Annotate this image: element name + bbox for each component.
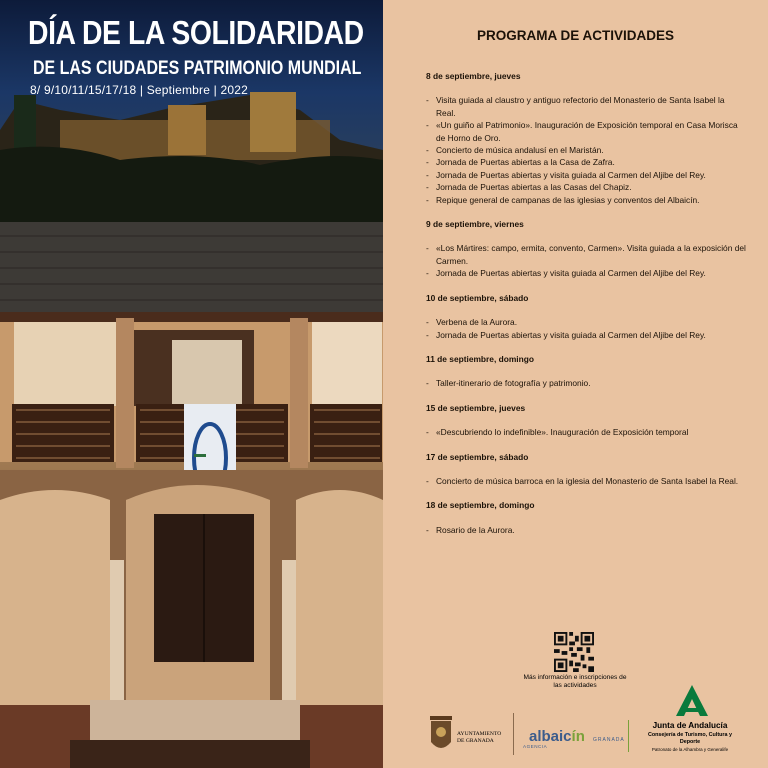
qr-caption: Más información e inscripciones de las actividades bbox=[523, 674, 627, 689]
day-date: 10 de septiembre, sábado bbox=[426, 292, 529, 303]
agenda-item: - Concierto de música barroca en la iglesia del Monasterio de Santa Isabel la Real. bbox=[426, 475, 746, 487]
agenda-item: - Visita guiada al claustro y antiguo refectorio del Monasterio de Santa Isabel la Real. bbox=[426, 94, 746, 119]
agenda-item: - «Descubriendo lo indefinible». Inauguración de Exposición temporal bbox=[426, 426, 746, 438]
agenda-item: - Jornada de Puertas abiertas a la Casa de Zafra. bbox=[426, 156, 746, 168]
albaicin-logo-b: ín bbox=[571, 728, 585, 745]
program-agenda bbox=[426, 70, 746, 548]
agenda-item: - Repique general de campanas de las iglesias y conventos del Albaicín. bbox=[426, 194, 746, 206]
albaicin-granada: GRANADA bbox=[593, 737, 625, 743]
day-date: 8 de septiembre, jueves bbox=[426, 71, 521, 81]
junta-patronato: Patronato de la Alhambra y Generalife bbox=[651, 747, 729, 752]
ayuntamiento-name: AYUNTAMIENTO DE GRANADA bbox=[457, 731, 502, 744]
agenda-item: - «Los Mártires: campo, ermita, convento, Carmen». Visita guiada a la exposición del Carmen. bbox=[426, 242, 746, 267]
agenda-item: - Jornada de Puertas abiertas y visita guiada al Carmen del Aljibe del Rey. bbox=[426, 169, 746, 181]
agenda-item: - «Un guiño al Patrimonio». Inauguración de Exposición temporal en Casa Morisca de Horno de Oro. bbox=[426, 119, 746, 144]
agenda-day bbox=[426, 402, 746, 439]
junta-name: Junta de Andalucía bbox=[652, 721, 728, 730]
agenda-item: - Verbena de la Aurora. bbox=[426, 316, 746, 328]
agenda-day bbox=[426, 499, 746, 536]
day-date: 11 de septiembre, domingo bbox=[426, 353, 534, 364]
poster-photo-panel bbox=[0, 0, 383, 768]
program-title: PROGRAMA DE ACTIVIDADES bbox=[476, 28, 674, 43]
poster-title-line2: DE LAS CIUDADES PATRIMONIO MUNDIAL bbox=[33, 58, 362, 79]
poster-dates: 8/ 9/10/11/15/17/18 | Septiembre | 2022 bbox=[30, 83, 248, 97]
poster-title-line1: DÍA DE LA SOLIDARIDAD bbox=[28, 14, 364, 51]
agenda-day bbox=[426, 70, 746, 206]
day-date: 18 de septiembre, domingo bbox=[426, 500, 535, 511]
courtyard-photo bbox=[0, 0, 383, 768]
agenda-item: - Jornada de Puertas abiertas a las Casas del Chapiz. bbox=[426, 181, 746, 193]
junta-department: Consejería de Turismo, Cultura y Deporte bbox=[647, 732, 733, 745]
agenda-day bbox=[426, 218, 746, 280]
qr-code-icon[interactable] bbox=[554, 632, 594, 672]
day-date: 9 de septiembre, viernes bbox=[426, 219, 524, 230]
agenda-day bbox=[426, 451, 746, 488]
agenda-day bbox=[426, 353, 746, 390]
day-date: 15 de septiembre, jueves bbox=[426, 402, 526, 413]
agenda-item: - Taller-itinerario de fotografía y patrimonio. bbox=[426, 377, 746, 389]
agenda-item: - Rosario de la Aurora. bbox=[426, 524, 746, 536]
agenda-item: - Jornada de Puertas abiertas y visita guiada al Carmen del Aljibe del Rey. bbox=[426, 267, 746, 279]
agenda-item: - Concierto de música andalusí en el Maristán. bbox=[426, 144, 746, 156]
logo-divider bbox=[513, 713, 514, 755]
agenda-item: - Jornada de Puertas abiertas y visita guiada al Carmen del Aljibe del Rey. bbox=[426, 329, 746, 341]
junta-andalucia-logo bbox=[674, 684, 710, 718]
albaicin-agencia: AGENCIA bbox=[523, 744, 548, 749]
day-date: 17 de septiembre, sábado bbox=[426, 451, 529, 462]
albaicin-logo bbox=[529, 728, 585, 745]
agenda-day bbox=[426, 292, 746, 341]
albaicin-logo-a: albaic bbox=[529, 728, 572, 745]
